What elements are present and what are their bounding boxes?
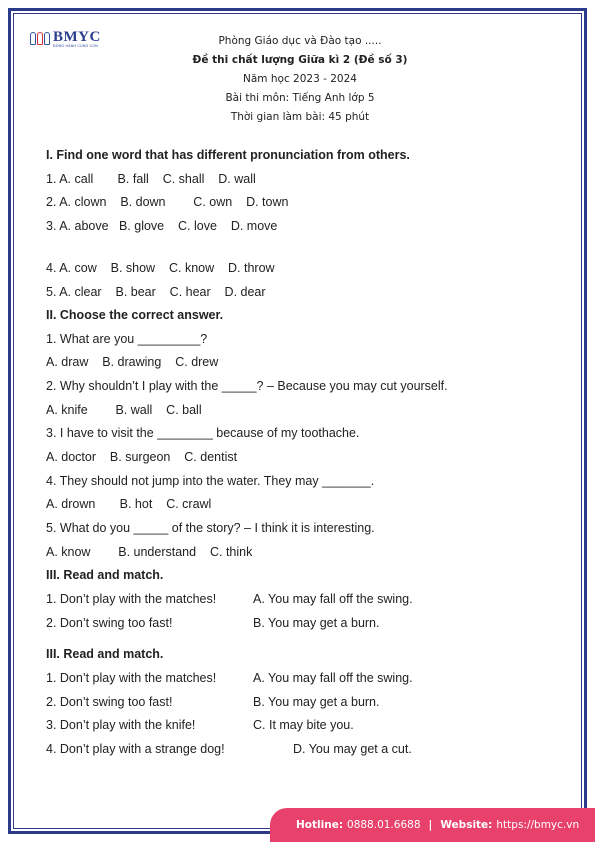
match-left-item: 3. Don’t play with the knife!: [46, 718, 196, 732]
question-line: 5. What do you _____ of the story? – I think it is interesting.: [46, 521, 375, 535]
question-line: A. know B. understand C. think: [46, 545, 253, 559]
question-line: A. knife B. wall C. ball: [46, 403, 202, 417]
match-right-item: A. You may fall off the swing.: [253, 592, 413, 606]
section-heading: I. Find one word that has different pronunciation from others.: [46, 148, 410, 162]
question-line: 4. They should not jump into the water. They may _______.: [46, 474, 375, 488]
question-line: A. drown B. hot C. crawl: [46, 497, 212, 511]
match-right-item: B. You may get a burn.: [253, 616, 380, 630]
match-left-item: 2. Don’t swing too fast!: [46, 695, 173, 709]
section-heading: III. Read and match.: [46, 647, 164, 661]
question-line: 1. A. call B. fall C. shall D. wall: [46, 172, 256, 186]
question-line: A. doctor B. surgeon C. dentist: [46, 450, 238, 464]
section-heading: II. Choose the correct answer.: [46, 308, 224, 322]
question-line: 3. I have to visit the ________ because of my toothache.: [46, 426, 360, 440]
header-department: Phòng Giáo dục và Đào tạo .....: [218, 35, 382, 47]
header-exam-title: Đề thi chất lượng Giữa kì 2 (Đề số 3): [192, 54, 408, 66]
match-left-item: 2. Don’t swing too fast!: [46, 616, 173, 630]
bmyc-logo: [30, 30, 101, 48]
match-left-item: 1. Don’t play with the matches!: [46, 592, 217, 606]
match-right-item: D. You may get a cut.: [293, 742, 412, 756]
header-subject: Bài thi môn: Tiếng Anh lớp 5: [225, 92, 375, 104]
section-heading: III. Read and match.: [46, 568, 164, 582]
logo-figures-icon: [30, 32, 50, 45]
question-line: 4. A. cow B. show C. know D. throw: [46, 261, 275, 275]
website-label: Website:: [440, 819, 493, 831]
match-left-item: 4. Don’t play with a strange dog!: [46, 742, 225, 756]
question-line: 1. What are you _________?: [46, 332, 208, 346]
question-line: A. draw B. drawing C. drew: [46, 355, 219, 369]
footer-separator: |: [428, 819, 433, 831]
logo-tagline: ĐỒNG HÀNH CÙNG CON: [53, 44, 99, 48]
question-line: 3. A. above B. glove C. love D. move: [46, 219, 278, 233]
match-right-item: B. You may get a burn.: [253, 695, 380, 709]
hotline-number[interactable]: 0888.01.6688: [347, 819, 421, 831]
footer-banner: [270, 808, 595, 842]
question-line: 2. A. clown B. down C. own D. town: [46, 195, 289, 209]
header-duration: Thời gian làm bài: 45 phút: [230, 111, 370, 123]
hotline-label: Hotline:: [296, 819, 344, 831]
logo-text: BMYC: [53, 29, 101, 45]
website-link[interactable]: https://bmyc.vn: [496, 819, 580, 831]
question-line: 2. Why shouldn’t I play with the _____? – Because you may cut yourself.: [46, 379, 448, 393]
question-line: 5. A. clear B. bear C. hear D. dear: [46, 285, 266, 299]
match-right-item: A. You may fall off the swing.: [253, 671, 413, 685]
match-right-item: C. It may bite you.: [253, 718, 354, 732]
header-school-year: Năm học 2023 - 2024: [243, 73, 357, 85]
match-left-item: 1. Don’t play with the matches!: [46, 671, 217, 685]
